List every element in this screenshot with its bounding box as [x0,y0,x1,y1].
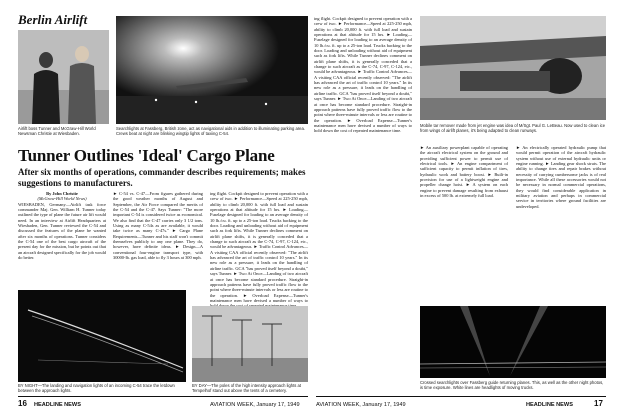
photo-searchlight-icon [116,16,308,124]
fassberg-searchlights-photo [116,16,308,124]
byline: By John Christie [46,191,78,196]
column-text: ► An auxiliary powerplant capable of operating the aircraft electrical system on the ground and providing sufficient power to permit use of electrical tools. ► An engine compartment of sufficient capacity to permit inflation of tires, hydraulic work and battery boost. ► Built-in provision for use of a lightweight engine and propeller change hoist. ► A system on each engine to prevent damage resulting from exhaust in excess of 500 lb. at extremely full load. [420,145,508,199]
footer-rule-right [316,396,606,397]
footer-date-left: AVIATION WEEK, January 17, 1949 [210,402,300,408]
photo-poles-icon [192,306,308,382]
photo-beams-icon [420,306,606,378]
photo-jet-engine-icon [420,16,606,120]
caption-mobile: Mobile tar remover made from jet engine was idea of M/Sgt. Paul G. LeBeau. Now used to clean ice from wings of airlift planes, it's being adapted to clean runways. [420,123,606,133]
footer-date-right: AVIATION WEEK, January 17, 1949 [316,402,406,408]
article-column-2 [113,191,203,283]
day-approach-photo [192,306,308,382]
photo-figures-icon [18,30,109,124]
caption-crossed: Crossed searchlights over Fassberg guide returning planes. This, as well as the other night photos, is time exposure. White lines are headlights of moving trucks. [420,380,604,390]
mobile-tar-remover-photo [420,16,606,120]
byline-affiliation: (McGraw-Hill World News) [37,196,87,202]
column-text: ing flight. Cockpit designed to prevent operation with a crew of two. ► Performance—Speed at 225-250 mph, ability to climb 20,000 ft. with full load and sustain operations at that altitude for 15 hrs. ► Loading—Fuselage designed for loading to an average density of 10 lb./cu. ft. up to a 25-ton load. Trucks backing to the door. Loading and unloading without aid of equipment such as fork lifts. While Tunner declines comment on airlift plane shifts, it is generally conceded that a change to such aircraft as the C-74, C-97, C-124, etc., would be advantageous. ► Traffic Control Advances—A visiting CAA official recently observed: "The airlift has advanced the art of traffic control 10 years." In its new role as a pressure, it leads on the handling of airline traffic. GCA "has proved itself beyond a doubt," says Tunner. ► Two At Once—Landing of two aircraft at once has become standard procedure. Straight-in approach patterns have fully proved traffic flow to the point where three-minute intervals or less are routine to the operation. ► Overload Expense—Tunner's maintenance men have devised a number of ways to hold down the cost of repeated maintenance time. [314,16,412,134]
footer-rule-left [18,396,308,397]
column-text: ► C-54 vs. C-47—From figures gathered during the good weather months of August and September, the Air Force compared the merits of the C-54 and the C-47. Says Tunner: "The more important C-54 is considered twice as economical. We also find that the C-47 carries only 3 1/2 tons. Using as many C-54s as are available, it would take twice as many C-47s." ► Cargo Plane Requirements—Tunner and his staff won't commit themselves publicly to any one plane. They do, however, have definite ideas. ► Design—A conventional four-engine transport type, with 30000-lb. gas load, able to fly 3 hours at 300 mph. [113,191,203,261]
photo-light-trail-icon [18,290,186,382]
right-column-2 [516,145,606,305]
caption-night: BY NIGHT—The landing and navigation lights of an incoming C-54 trace the letdown between the approach lights. [18,383,175,393]
page-number-right: 17 [594,399,603,408]
footer-name-right: HEADLINE NEWS [526,402,573,408]
caption-searchlights: Searchlights at Fassberg, British zone, act as navigational aids in addition to illuminating parking area. Crews beat at night are blinking wingtip lights of taxiing C-54. [116,126,306,136]
article-column-3 [210,191,308,303]
crossed-searchlights-photo [420,306,606,378]
caption-day: BY DAY—The poles of the high intensity approach lights at Tempelhof stand out above the tents of a cemetery. [192,383,302,393]
section-title: Berlin Airlift [18,12,88,27]
deck: After six months of operations, commander describes requirements; makes suggestions to manufacturers. [18,167,306,188]
article-column-4 [314,16,412,380]
page-number-left: 16 [18,399,27,408]
tunner-christie-photo [18,30,109,124]
headline: Tunner Outlines 'Ideal' Cargo Plane [18,146,275,165]
column-text: ing flight. Cockpit designed to prevent operation with a crew of two. ► Performance—Speed at 225-250 mph, ability to climb 20,000 ft. with full load and sustain operations at that altitude for 15 hrs. ► Loading—Fuselage designed for loading to an average density of 10 lb./cu. ft. up to a 25-ton load. Trucks backing to the door. Loading and unloading without aid of equipment such as fork lifts. While Tunner declines comment on airlift plane shifts, it is generally conceded that a change to such aircraft as the C-74, C-97, C-124, etc., would be advantageous. ► Traffic Control Advances—A visiting CAA official recently observed: "The airlift has advanced the art of traffic control 10 years." In its new role as a pressure, it leads on the handling of airline traffic. GCA "has proved itself beyond a doubt," says Tunner. ► Two At Once—Landing of two aircraft at once has become standard procedure. Straight-in approach patterns have fully proved traffic flow to the point where three-minute intervals or less are routine to the operation. ► Overload Expense—Tunner's maintenance men have devised a number of ways to [210,191,308,303]
night-approach-photo [18,290,186,382]
column-text: WIESBADEN, Germany—Airlift task force commander Maj. Gen. William H. Tunner today outlined the type of plane the future air lift would need. In an interview at Airlift Headquarters at Wiesbaden, Gen. Tunner reviewed the C-54 and discussed the features of the plane he wanted after six months of operations. Tunner considers the C-54 one of the best cargo aircraft of the present day for the mission, but he points out that an aircraft designed specifically for the job would do better. [18,201,106,261]
caption-tunner: Airlift boss Tunner and McGraw-Hill World Newsman Christie at Wiesbaden. [18,126,96,136]
column-text: ► An electrically operated hydraulic pump that would permit operation of the aircraft hydraulic system without use of external hydraulic units or engine running. ► Landing gear shock struts. The ability to change tires and repair brakes without necessity of carrying cumbersome jacks is of real importance. While all these accessories would not be necessary in normal commercial operations, they would find considerable application in military aviation and perhaps in commercial service in territories where ground facilities are undeveloped. [516,145,606,209]
footer-name-left: HEADLINE NEWS [34,402,81,408]
right-column-1 [420,145,508,305]
article-column-1 [18,191,106,283]
